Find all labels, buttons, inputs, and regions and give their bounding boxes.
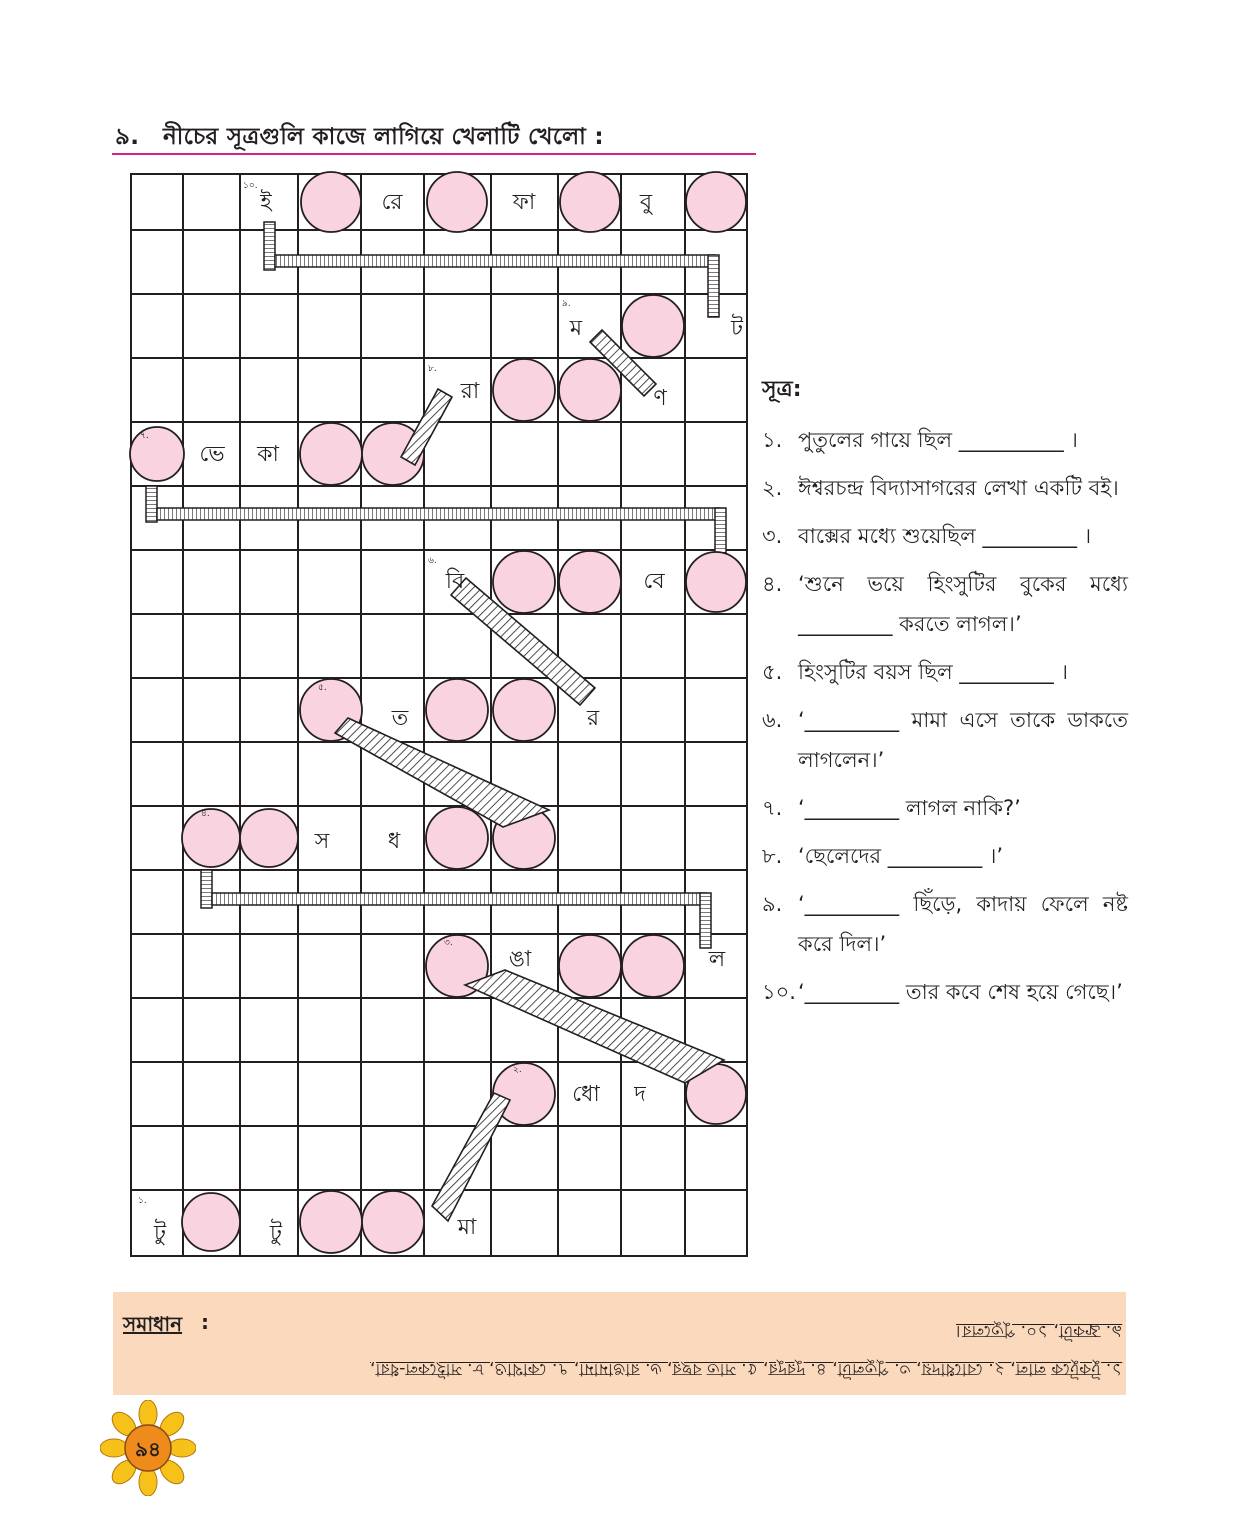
clue-text: বাক্সের মধ্যে শুয়েছিল _________ । xyxy=(798,524,1092,548)
clue-text: ‘শুনে ভয়ে হিংসুটির বুকের মধ্যে _________ করতে লাগল।’ xyxy=(798,572,1128,636)
c-0-2: ই xyxy=(260,190,272,215)
clue-number: ৪. xyxy=(762,572,783,596)
clue-item xyxy=(762,564,1128,644)
clue-item xyxy=(762,836,1128,876)
circle xyxy=(493,359,555,421)
exercise-title: নীচের সূত্রগুলি কাজে লাগিয়ে খেলাটি খেলো : xyxy=(163,124,604,150)
c-6-8: বে xyxy=(643,569,665,594)
s-1: ১. xyxy=(138,1196,147,1206)
circle xyxy=(362,1191,424,1253)
exercise-number: ৯. xyxy=(115,124,140,150)
solution-label: সমাধান xyxy=(123,1312,183,1336)
s-10: ১০. xyxy=(243,181,258,191)
clue-text: ‘_________ ছিঁড়ে, কাদায় ফেলে নষ্ট করে দিল।’ xyxy=(798,892,1128,956)
clue-text: ‘ছেলেদের _________ ।’ xyxy=(798,844,1004,868)
page-number: ৯৪ xyxy=(135,1437,161,1461)
clue-number: ১০. xyxy=(762,980,796,1004)
circle xyxy=(300,1191,362,1253)
page-number-badge xyxy=(100,1400,196,1496)
c-6-5: বি xyxy=(445,569,465,594)
s-8: ৮. xyxy=(428,364,437,374)
clue-item xyxy=(762,884,1128,964)
clue-item xyxy=(762,972,1128,1012)
c-8-7: র xyxy=(586,706,600,731)
c-14-8: দ xyxy=(634,1082,646,1107)
clue-item xyxy=(762,468,1128,508)
clue-text: হিংসুটির বয়স ছিল _________ । xyxy=(798,660,1068,684)
s-6: ৬. xyxy=(428,556,437,566)
circle xyxy=(622,935,684,997)
clue-text: ‘_________ লাগল নাকি?’ xyxy=(798,796,1021,820)
solution-colon: : xyxy=(201,1310,209,1334)
circle xyxy=(426,679,488,741)
solution-box xyxy=(113,1292,1126,1395)
clue-item xyxy=(762,700,1128,780)
clues-title: সূত্র: xyxy=(762,377,802,402)
clue-number: ৭. xyxy=(762,796,783,820)
circle xyxy=(686,172,746,232)
clue-number: ২. xyxy=(762,476,783,500)
diagonal-bar xyxy=(432,1093,510,1221)
c-4-1: ভে xyxy=(199,442,225,467)
c-14-7: ধো xyxy=(572,1082,600,1107)
circle xyxy=(182,1193,240,1251)
c-16-3: টু xyxy=(270,1221,282,1246)
circle xyxy=(493,679,555,741)
pink-circles xyxy=(130,172,746,1253)
c-2-10: ট xyxy=(731,316,743,341)
c-16-5: মা xyxy=(457,1215,477,1240)
circle xyxy=(622,295,684,357)
circle xyxy=(240,809,298,867)
c-3-8: ণ xyxy=(653,386,667,411)
c-10-3: স xyxy=(314,829,330,854)
circle xyxy=(686,552,746,612)
s-9: ৯. xyxy=(562,299,571,309)
c-12-9: ল xyxy=(708,947,726,972)
clue-number: ৯. xyxy=(762,892,783,916)
c-3-5: রা xyxy=(460,379,480,404)
c-2-7: ম xyxy=(569,316,583,341)
clue-text: ‘_________ তার কবে শেষ হয়ে গেছে।’ xyxy=(798,980,1123,1004)
circle xyxy=(182,809,240,867)
s-3: ৩. xyxy=(444,938,453,948)
circle xyxy=(426,807,488,869)
circle xyxy=(301,172,361,232)
clue-list xyxy=(762,420,1128,1020)
circle xyxy=(130,427,184,481)
circle xyxy=(300,423,362,485)
circle xyxy=(559,551,621,613)
clue-text: ‘_________ মামা এসে তাকে ডাকতে লাগলেন।’ xyxy=(798,708,1128,772)
circle xyxy=(559,359,621,421)
circle xyxy=(493,551,555,613)
c-8-4: ত xyxy=(391,706,409,731)
s-4: ৪. xyxy=(201,809,210,819)
solution-line-1: ৯. ফ্রকটা, ১০. পুতুলের। xyxy=(955,1321,1122,1341)
c-0-6: ফা xyxy=(512,190,536,215)
clue-number: ৩. xyxy=(762,524,783,548)
clue-item xyxy=(762,516,1128,556)
clue-number: ৮. xyxy=(762,844,783,868)
clue-number: ৫. xyxy=(762,660,783,684)
clue-item xyxy=(762,652,1128,692)
circle xyxy=(427,172,487,232)
c-16-1: টু xyxy=(154,1221,166,1246)
circle xyxy=(560,172,620,232)
circle xyxy=(559,935,621,997)
c-12-6: ঙা xyxy=(508,947,532,972)
clue-number: ৬. xyxy=(762,708,783,732)
s-5: ৫. xyxy=(318,683,327,693)
c-0-8: বু xyxy=(639,190,653,215)
solution-line-2: ১. টুকটুকে লাল, ২. বোধোদয়, ৩. পুতুলটা, ৪. দুরদুর, ৫. সাত বছর, ৬. রাঙামামা, ৭. কোথাও, ৮. সাইকেল-ধরা, xyxy=(369,1359,1122,1379)
clue-text: পুতুলের গায়ে ছিল __________ । xyxy=(798,428,1078,452)
s-2: ২. xyxy=(513,1065,522,1075)
c-10-4: ধ xyxy=(387,829,401,854)
c-4-2: কা xyxy=(257,442,279,467)
clue-number: ১. xyxy=(762,428,783,452)
clue-item xyxy=(762,788,1128,828)
clue-item xyxy=(762,420,1128,460)
c-0-4: রে xyxy=(381,190,403,215)
s-7: ৭. xyxy=(140,431,149,441)
clue-text: ঈশ্বরচন্দ্র বিদ্যাসাগরের লেখা একটি বই। xyxy=(798,476,1119,500)
